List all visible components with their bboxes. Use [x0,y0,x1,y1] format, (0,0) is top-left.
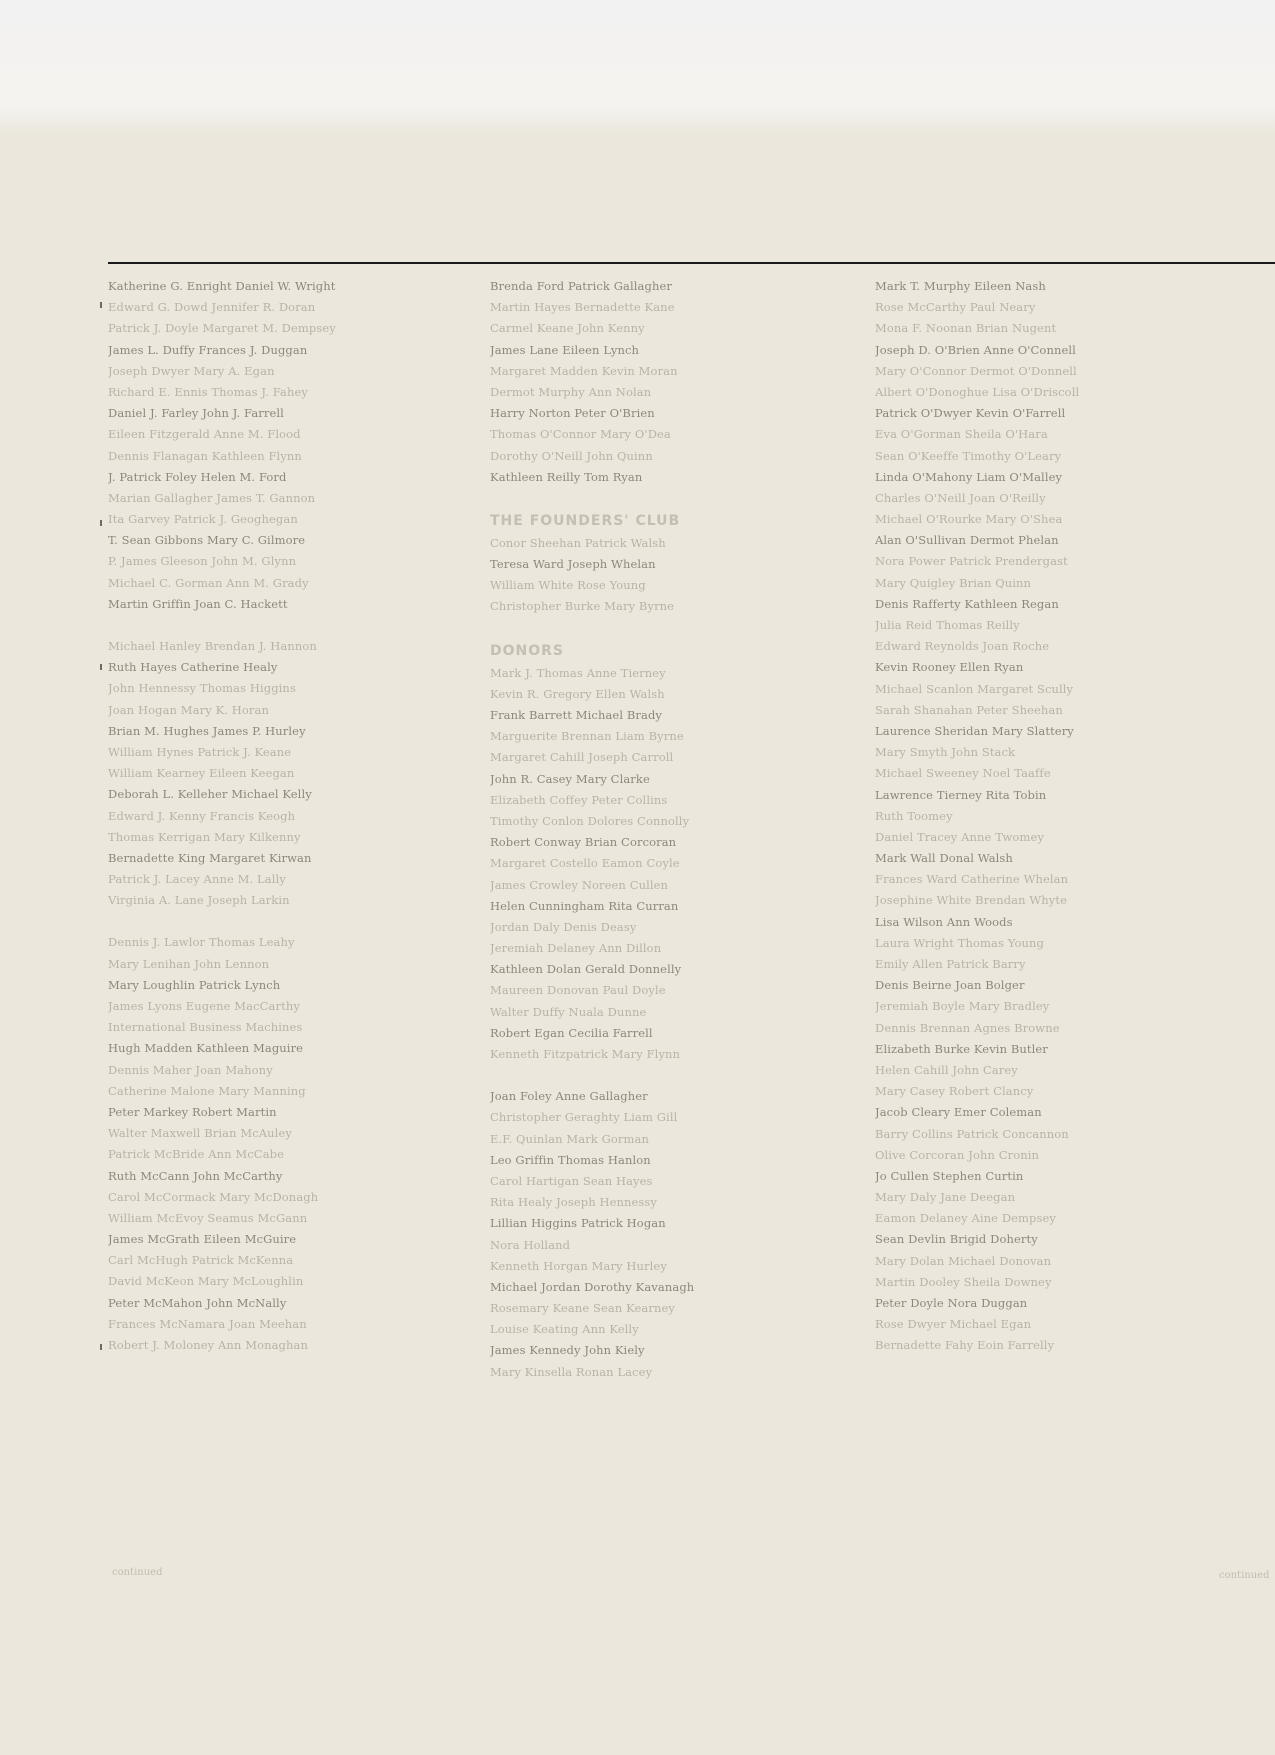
name-line: Christopher Burke Mary Byrne [490,599,675,614]
name-line: Alan O'Sullivan Dermot Phelan [875,533,1059,548]
header-rule [108,262,1275,264]
name-line: Lawrence Tierney Rita Tobin [875,787,1047,802]
name-line: Sean Devlin Brigid Doherty [875,1232,1038,1247]
name-line: Patrick J. Doyle Margaret M. Dempsey [108,321,336,336]
name-line: Kenneth Horgan Mary Hurley [490,1258,667,1273]
name-line: John Hennessy Thomas Higgins [108,681,296,696]
section-gap [490,618,860,639]
name-line: Helen Cahill John Carey [875,1062,1018,1077]
name-line: Kathleen Reilly Tom Ryan [490,469,643,484]
name-line: P. James Gleeson John M. Glynn [108,554,297,569]
name-line: Thomas Kerrigan Mary Kilkenny [108,829,301,844]
name-line: Lisa Wilson Ann Woods [875,914,1013,929]
name-line: Rose McCarthy Paul Neary [875,300,1036,315]
section-gap [490,1065,860,1086]
name-line: James McGrath Eileen McGuire [108,1232,297,1247]
name-line: Joan Hogan Mary K. Horan [108,702,269,717]
name-line: Sarah Shanahan Peter Sheehan [875,702,1063,717]
name-line: Ruth Hayes Catherine Healy [108,660,278,675]
name-line: James Lyons Eugene MacCarthy [108,999,300,1013]
name-line: Mary Dolan Michael Donovan [875,1253,1052,1268]
name-line: Denis Beirne Joan Bolger [875,978,1025,993]
section-gap [108,615,478,636]
name-line: Edward J. Kenny Francis Keogh [108,808,296,823]
name-line: Michael C. Gorman Ann M. Grady [108,575,309,590]
name-line: Laura Wright Thomas Young [875,935,1044,950]
name-line: Lillian Higgins Patrick Hogan [490,1216,666,1231]
name-line: David McKeon Mary McLoughlin [108,1274,304,1289]
name-line: Rosemary Keane Sean Kearney [490,1301,675,1316]
name-line: Peter McMahon John McNally [108,1295,287,1310]
name-line: Dennis J. Lawlor Thomas Leahy [108,935,295,950]
name-line: Marguerite Brennan Liam Byrne [490,729,684,744]
name-line: Frances McNamara Joan Meehan [108,1316,307,1331]
name-line: Walter Duffy Nuala Dunne [490,1004,647,1019]
name-line: Edward Reynolds Joan Roche [875,639,1050,654]
name-line: Michael Sweeney Noel Taaffe [875,766,1051,781]
name-line: Mary Smyth John Stack [875,745,1016,760]
name-line: Kenneth Fitzpatrick Mary Flynn [490,1047,681,1061]
name-line: William Hynes Patrick J. Keane [108,744,292,759]
name-line: Albert O'Donoghue Lisa O'Driscoll [875,384,1080,399]
name-line: Hugh Madden Kathleen Maguire [108,1041,304,1056]
name-line: Martin Griffin Joan C. Hackett [108,596,288,611]
name-line: Timothy Conlon Dolores Connolly [490,813,690,828]
name-line: Elizabeth Burke Kevin Butler [875,1041,1048,1056]
name-line: Charles O'Neill Joan O'Reilly [875,490,1046,505]
name-line: Richard E. Ennis Thomas J. Fahey [108,384,309,399]
name-line: Mark T. Murphy Eileen Nash [875,279,1046,293]
name-line: Margaret Costello Eamon Coyle [490,856,680,871]
name-line: E.F. Quinlan Mark Gorman [490,1131,649,1146]
name-line: Christopher Geraghty Liam Gill [490,1110,678,1125]
footer-continued-left: continued [112,1567,163,1578]
name-line: Kevin R. Gregory Ellen Walsh [490,686,665,701]
name-line: Barry Collins Patrick Concannon [875,1126,1069,1141]
name-line: Robert J. Moloney Ann Monaghan [108,1338,308,1352]
name-line: William Kearney Eileen Keegan [108,766,295,781]
name-line: Joseph D. O'Brien Anne O'Connell [875,342,1076,357]
name-line: Dorothy O'Neill John Quinn [490,448,653,463]
name-line: Mary Daly Jane Deegan [875,1190,1016,1205]
name-line: Jo Cullen Stephen Curtin [875,1168,1024,1183]
name-line: Michael Scanlon Margaret Scully [875,681,1074,696]
name-line: Edward G. Dowd Jennifer R. Doran [108,300,316,315]
name-line: Conor Sheehan Patrick Walsh [490,535,666,550]
section-gap [490,488,860,509]
section-gap [108,911,478,932]
name-line: Laurence Sheridan Mary Slattery [875,723,1074,738]
name-line: Maureen Donovan Paul Doyle [490,983,666,998]
name-line: Joan Foley Anne Gallagher [490,1089,648,1104]
margin-mark [100,520,102,526]
name-line: Helen Cunningham Rita Curran [490,898,679,913]
name-line: Harry Norton Peter O'Brien [490,406,655,421]
name-line: Kevin Rooney Ellen Ryan [875,660,1024,675]
footer-continued-right: continued [1219,1570,1270,1581]
name-line: Ita Garvey Patrick J. Geoghegan [108,512,298,527]
name-line: Bernadette Fahy Eoin Farrelly [875,1338,1055,1353]
name-line: Brenda Ford Patrick Gallagher [490,279,672,293]
name-line: Olive Corcoran John Cronin [875,1147,1040,1162]
name-line: Elizabeth Coffey Peter Collins [490,792,668,807]
name-line: Eamon Delaney Aine Dempsey [875,1211,1057,1226]
name-line: Thomas O'Connor Mary O'Dea [490,427,671,442]
name-line: William McEvoy Seamus McGann [108,1210,308,1225]
name-line: Mary Casey Robert Clancy [875,1084,1034,1099]
name-line: Linda O'Mahony Liam O'Malley [875,469,1063,484]
name-line: Kathleen Dolan Gerald Donnelly [490,962,682,977]
name-line: Peter Doyle Nora Duggan [875,1296,1028,1310]
name-line: Patrick O'Dwyer Kevin O'Farrell [875,406,1066,421]
name-line: Carl McHugh Patrick McKenna [108,1253,294,1268]
name-line: J. Patrick Foley Helen M. Ford [108,469,287,484]
name-line: Michael O'Rourke Mary O'Shea [875,512,1063,527]
name-line: Mark J. Thomas Anne Tierney [490,665,666,680]
name-line: Mary Kinsella Ronan Lacey [490,1364,653,1379]
name-line: Mary Lenihan John Lennon [108,956,270,971]
name-line: Denis Rafferty Kathleen Regan [875,596,1059,611]
name-line: Frank Barrett Michael Brady [490,708,663,722]
name-line: Julia Reid Thomas Reilly [875,618,1020,632]
name-line: Robert Egan Cecilia Farrell [490,1025,653,1040]
name-line: Carol McCormack Mary McDonagh [108,1189,319,1204]
name-line: Bernadette King Margaret Kirwan [108,850,312,865]
name-line: Frances Ward Catherine Whelan [875,872,1069,887]
name-line: Martin Hayes Bernadette Kane [490,300,675,315]
name-line: Jeremiah Delaney Ann Dillon [490,941,662,956]
name-line: James Crowley Noreen Cullen [490,877,669,892]
name-line: Virginia A. Lane Joseph Larkin [108,893,290,908]
name-line: Margaret Cahill Joseph Carroll [490,750,674,765]
column-middle [490,276,860,1383]
name-line: William White Rose Young [490,578,646,593]
margin-mark [100,302,102,308]
name-line: Dermot Murphy Ann Nolan [490,384,652,399]
column-right [875,276,1245,1357]
name-line: Dennis Maher Joan Mahony [108,1062,273,1077]
name-line: John R. Casey Mary Clarke [490,771,650,786]
name-line: Eva O'Gorman Sheila O'Hara [875,427,1048,442]
name-line: Mary Loughlin Patrick Lynch [108,977,281,992]
name-line: Mark Wall Donal Walsh [875,851,1013,866]
page-top-band [0,0,1275,132]
name-line: Katherine G. Enright Daniel W. Wright [108,279,336,293]
name-line: Mary Quigley Brian Quinn [875,575,1032,590]
name-line: Rose Dwyer Michael Egan [875,1317,1032,1332]
name-line: Daniel Tracey Anne Twomey [875,829,1045,844]
name-line: Daniel J. Farley John J. Farrell [108,406,284,421]
margin-mark [100,664,102,670]
name-line: Carol Hartigan Sean Hayes [490,1173,653,1188]
name-line: Walter Maxwell Brian McAuley [108,1126,292,1141]
name-line: Eileen Fitzgerald Anne M. Flood [108,427,301,442]
name-line: Jordan Daly Denis Deasy [490,919,637,934]
name-line: Mary O'Connor Dermot O'Donnell [875,363,1077,378]
name-line: Carmel Keane John Kenny [490,321,645,336]
name-line: Michael Jordan Dorothy Kavanagh [490,1279,695,1294]
name-line: Ruth Toomey [875,808,953,823]
name-line: Dennis Brennan Agnes Browne [875,1020,1060,1035]
name-line: Louise Keating Ann Kelly [490,1322,639,1337]
column-left [108,276,478,1356]
name-line: Patrick McBride Ann McCabe [108,1147,285,1162]
name-line: Jeremiah Boyle Mary Bradley [875,999,1050,1014]
name-line: Deborah L. Kelleher Michael Kelly [108,787,312,802]
name-line: International Business Machines [108,1020,303,1035]
name-line: Nora Holland [490,1237,571,1252]
name-line: Josephine White Brendan Whyte [875,893,1068,908]
name-line: Joseph Dwyer Mary A. Egan [108,363,275,378]
name-line: Leo Griffin Thomas Hanlon [490,1152,651,1167]
name-line: Nora Power Patrick Prendergast [875,554,1068,569]
name-line: Brian M. Hughes James P. Hurley [108,723,306,738]
name-line: Michael Hanley Brendan J. Hannon [108,639,317,653]
name-line: Marian Gallagher James T. Gannon [108,490,316,505]
name-line: Dennis Flanagan Kathleen Flynn [108,448,302,463]
name-line: Robert Conway Brian Corcoran [490,835,677,850]
name-line: Mona F. Noonan Brian Nugent [875,321,1057,336]
name-line: T. Sean Gibbons Mary C. Gilmore [108,533,306,548]
name-line: Peter Markey Robert Martin [108,1104,277,1119]
name-line: Margaret Madden Kevin Moran [490,363,678,378]
name-line: Teresa Ward Joseph Whelan [490,557,656,572]
heading-donors: DONORS [490,642,565,659]
name-line: Sean O'Keeffe Timothy O'Leary [875,448,1062,463]
name-line: Martin Dooley Sheila Downey [875,1274,1052,1289]
name-line: James L. Duffy Frances J. Duggan [108,342,308,357]
name-line: Ruth McCann John McCarthy [108,1168,283,1183]
name-line: James Kennedy John Kiely [490,1343,645,1358]
name-line: Jacob Cleary Emer Coleman [875,1105,1042,1120]
name-line: Emily Allen Patrick Barry [875,957,1026,971]
heading-founders-club: THE FOUNDERS' CLUB [490,512,681,529]
name-line: James Lane Eileen Lynch [490,342,640,357]
name-line: Rita Healy Joseph Hennessy [490,1195,658,1210]
margin-mark [100,1344,102,1350]
name-line: Patrick J. Lacey Anne M. Lally [108,872,286,887]
name-line: Catherine Malone Mary Manning [108,1083,306,1098]
